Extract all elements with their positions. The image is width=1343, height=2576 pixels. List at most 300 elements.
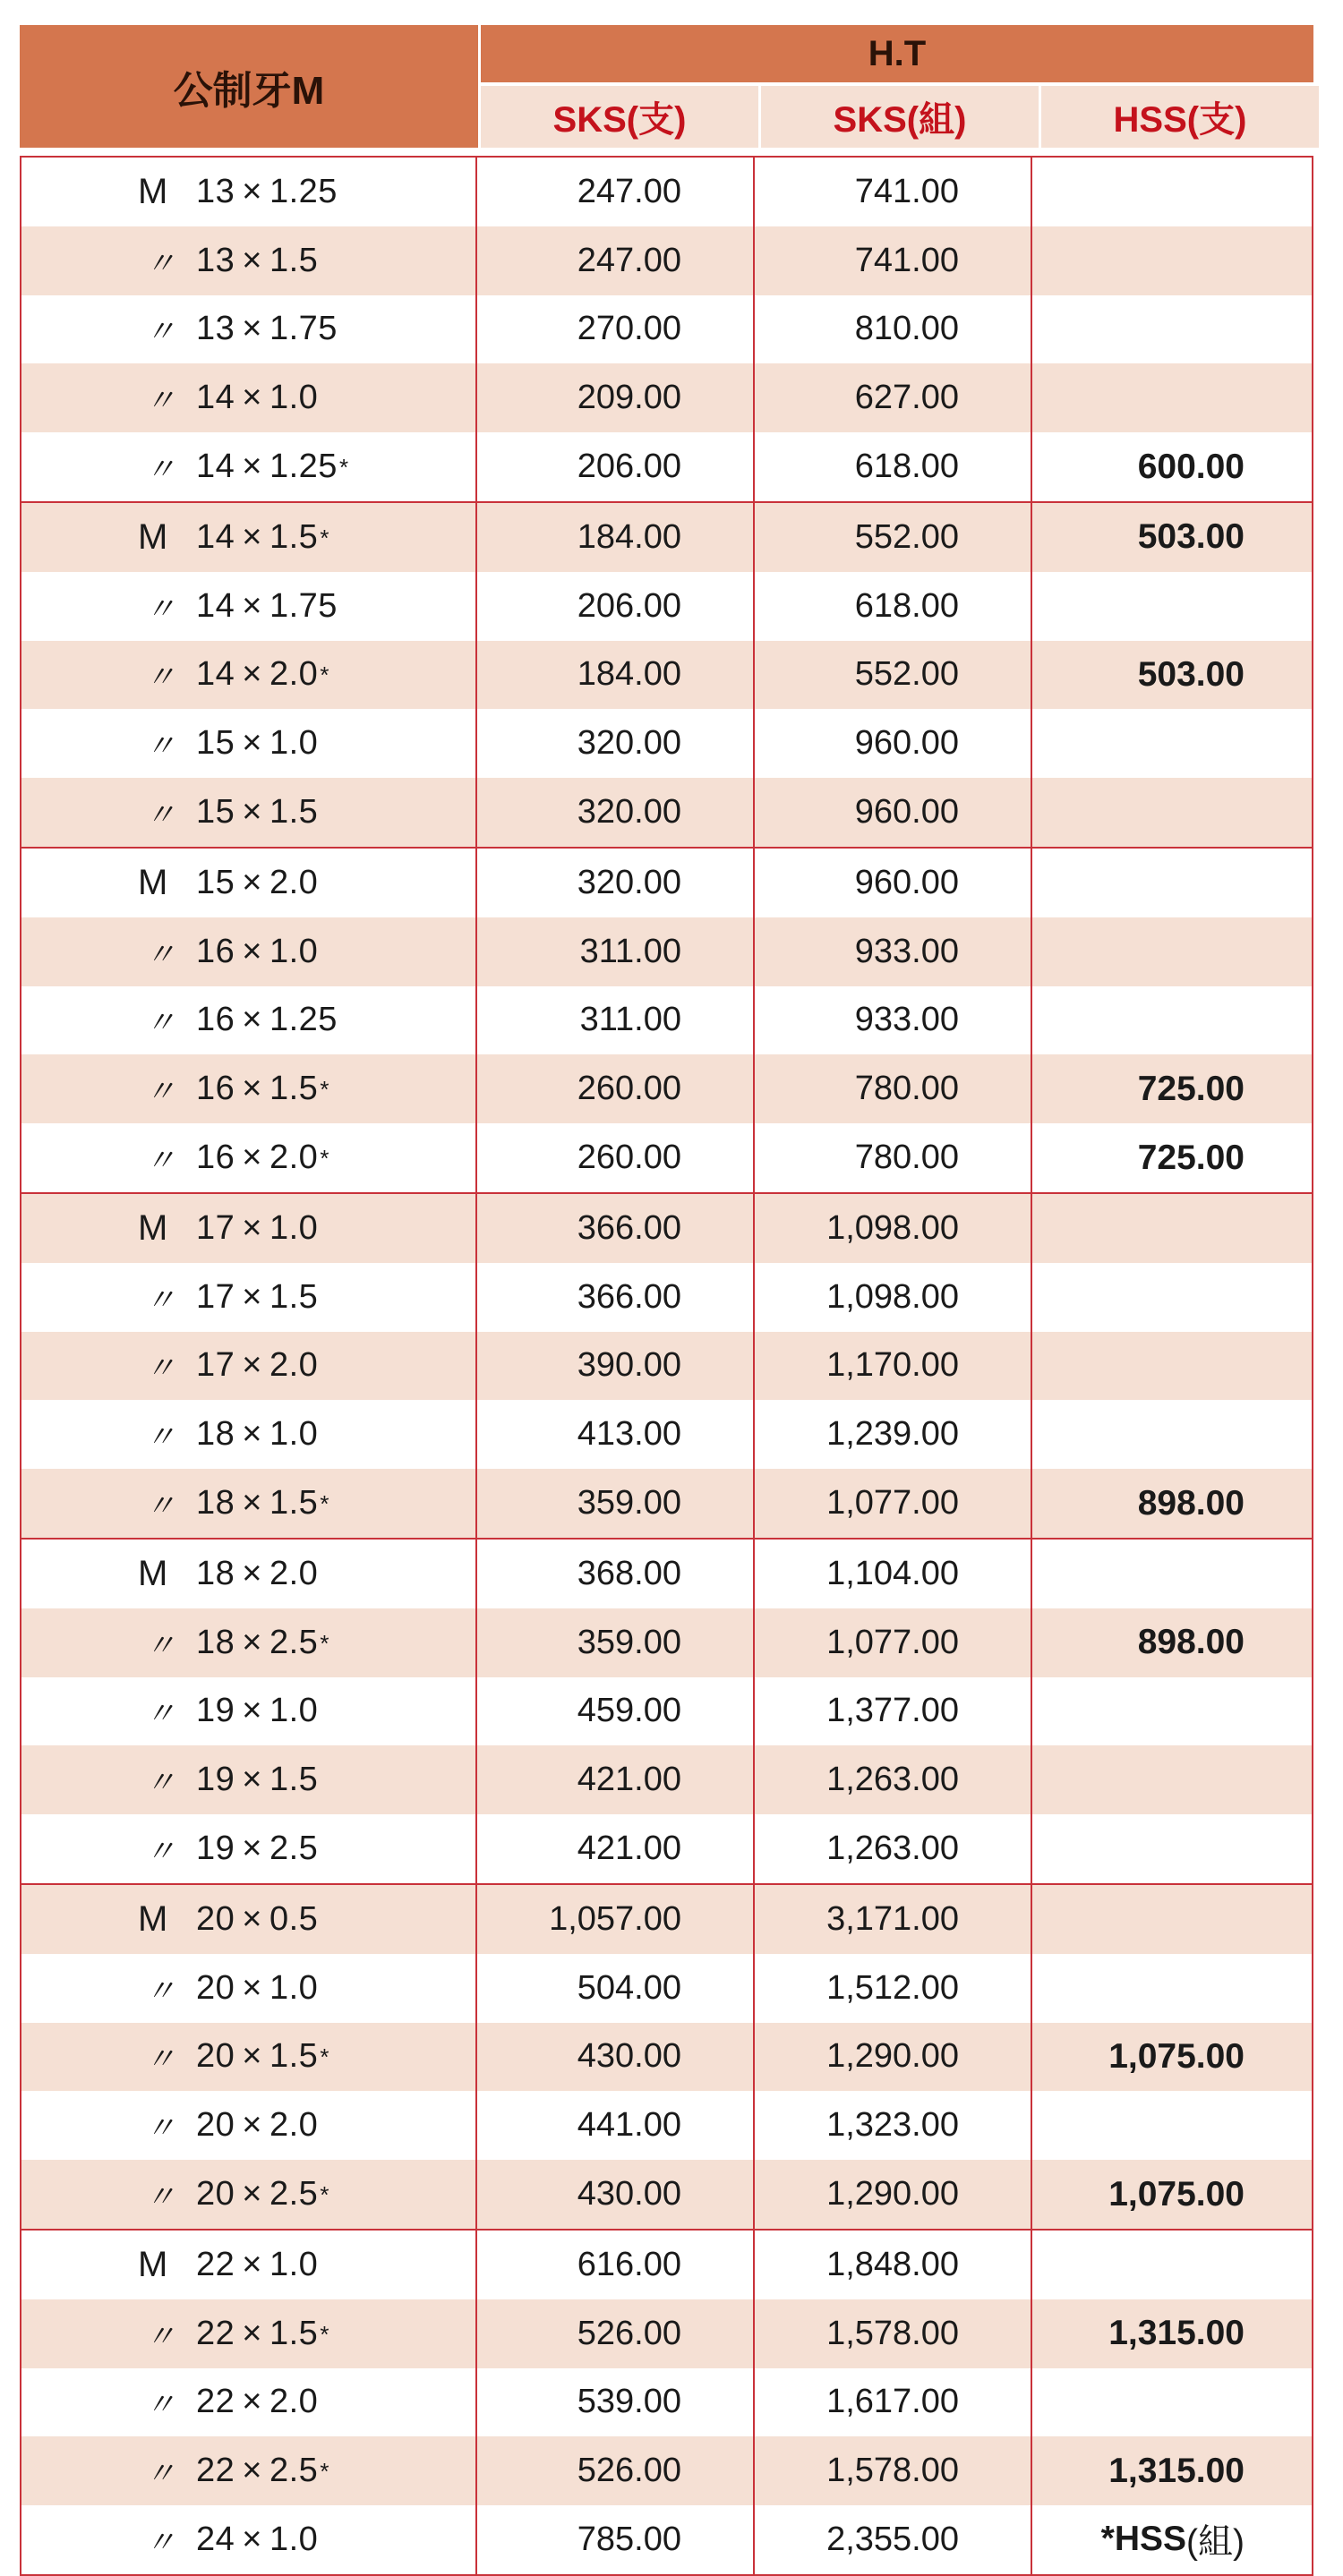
sks-set-price: 1,104.00 bbox=[755, 1540, 1032, 1608]
thread-pitch: 2.0 bbox=[269, 2383, 319, 2421]
sks-piece-price: 247.00 bbox=[477, 158, 755, 226]
thread-diameter: 20 bbox=[196, 2106, 235, 2145]
hss-piece-price bbox=[1032, 158, 1312, 226]
sks-set-price: 810.00 bbox=[755, 295, 1032, 364]
table-row bbox=[21, 849, 1312, 917]
sks-set-price: 960.00 bbox=[755, 849, 1032, 917]
thread-size bbox=[196, 793, 320, 832]
thread-size bbox=[196, 518, 329, 557]
thread-size bbox=[196, 1484, 329, 1523]
thread-spec-cell bbox=[21, 2299, 477, 2368]
thread-pitch: 1.0 bbox=[269, 724, 319, 763]
column-group-ht: H.T bbox=[481, 25, 1313, 82]
sks-set-price: 780.00 bbox=[755, 1054, 1032, 1123]
thread-diameter: 19 bbox=[196, 1692, 235, 1730]
sks-set-price: 933.00 bbox=[755, 917, 1032, 986]
table-row bbox=[21, 158, 1312, 226]
thread-size bbox=[196, 1209, 320, 1248]
sks-set-price: 1,239.00 bbox=[755, 1400, 1032, 1469]
column-sks-set: SKS(組) bbox=[758, 86, 1039, 148]
thread-spec-cell bbox=[21, 1608, 477, 1677]
thread-pitch: 1.5 bbox=[269, 517, 319, 556]
hss-piece-price bbox=[1032, 1332, 1312, 1401]
row-group bbox=[20, 2229, 1313, 2576]
thread-size bbox=[196, 1070, 329, 1108]
times-sign: × bbox=[242, 932, 262, 970]
hss-piece-price bbox=[1032, 572, 1312, 641]
times-sign: × bbox=[242, 1070, 262, 1108]
thread-size bbox=[196, 173, 339, 211]
thread-spec-cell bbox=[21, 641, 477, 710]
row-group bbox=[20, 501, 1313, 847]
row-group bbox=[20, 156, 1313, 501]
thread-spec-cell bbox=[21, 2368, 477, 2437]
sks-set-price: 741.00 bbox=[755, 226, 1032, 295]
times-sign: × bbox=[242, 241, 262, 279]
hss-available-mark: * bbox=[320, 1076, 329, 1104]
table-row bbox=[21, 2160, 1312, 2229]
thread-diameter: 14 bbox=[196, 448, 235, 486]
thread-pitch: 1.25 bbox=[269, 448, 338, 486]
thread-prefix: 〃 bbox=[145, 1766, 175, 1801]
table-row bbox=[21, 432, 1312, 501]
hss-piece-price: 1,075.00 bbox=[1108, 2036, 1245, 2076]
thread-spec-cell bbox=[21, 1400, 477, 1469]
thread-prefix: 〃 bbox=[145, 661, 175, 695]
thread-prefix: 〃 bbox=[145, 729, 175, 764]
thread-pitch: 1.5 bbox=[269, 241, 319, 279]
thread-spec-cell bbox=[21, 1469, 477, 1538]
hss-piece-price: 725.00 bbox=[1137, 1069, 1245, 1108]
sks-set-price: 1,263.00 bbox=[755, 1814, 1032, 1883]
thread-pitch: 1.0 bbox=[269, 379, 319, 417]
times-sign: × bbox=[242, 2037, 262, 2076]
thread-spec-cell bbox=[21, 295, 477, 364]
sks-set-price: 552.00 bbox=[755, 503, 1032, 572]
hss-piece-price: 503.00 bbox=[1137, 654, 1245, 694]
sks-set-price: 960.00 bbox=[755, 778, 1032, 847]
thread-diameter: 22 bbox=[196, 2245, 235, 2283]
thread-spec-cell bbox=[21, 2505, 477, 2574]
sks-piece-price: 260.00 bbox=[477, 1123, 755, 1192]
times-sign: × bbox=[242, 2314, 262, 2352]
thread-prefix: 〃 bbox=[145, 1628, 175, 1663]
thread-prefix: 〃 bbox=[145, 1144, 175, 1179]
times-sign: × bbox=[242, 1346, 262, 1385]
table-row bbox=[21, 2299, 1312, 2368]
thread-size bbox=[196, 2037, 329, 2076]
hss-piece-price: 898.00 bbox=[1137, 1623, 1245, 1662]
thread-pitch: 1.0 bbox=[269, 1968, 319, 2007]
hss-available-mark: * bbox=[320, 2458, 329, 2486]
thread-size bbox=[196, 1278, 320, 1317]
thread-diameter: 20 bbox=[196, 2175, 235, 2213]
sks-piece-price: 430.00 bbox=[477, 2023, 755, 2092]
times-sign: × bbox=[242, 2520, 262, 2558]
thread-size bbox=[196, 1761, 320, 1799]
sks-piece-price: 311.00 bbox=[477, 986, 755, 1055]
thread-pitch: 2.0 bbox=[269, 1554, 319, 1592]
sks-piece-price: 539.00 bbox=[477, 2368, 755, 2437]
hss-piece-price bbox=[1032, 1885, 1312, 1954]
times-sign: × bbox=[242, 1001, 262, 1039]
thread-prefix: 〃 bbox=[145, 2525, 175, 2560]
sks-set-price: 1,170.00 bbox=[755, 1332, 1032, 1401]
hss-piece-price bbox=[1032, 1677, 1312, 1746]
table-row bbox=[21, 363, 1312, 432]
hss-available-mark: * bbox=[338, 454, 349, 482]
thread-diameter: 22 bbox=[196, 2452, 235, 2490]
thread-pitch: 1.5 bbox=[269, 1070, 319, 1108]
sks-piece-price: 206.00 bbox=[477, 432, 755, 501]
hss-piece-price bbox=[1032, 1954, 1312, 2023]
sks-set-price: 618.00 bbox=[755, 432, 1032, 501]
table-row bbox=[21, 709, 1312, 778]
table-row bbox=[21, 986, 1312, 1055]
thread-prefix: 〃 bbox=[145, 453, 175, 488]
hss-available-mark: * bbox=[320, 1490, 329, 1518]
sks-piece-price: 421.00 bbox=[477, 1814, 755, 1883]
thread-diameter: 16 bbox=[196, 1070, 235, 1108]
sks-set-price: 3,171.00 bbox=[755, 1885, 1032, 1954]
thread-prefix: 〃 bbox=[145, 1489, 175, 1524]
sks-piece-price: 1,057.00 bbox=[477, 1885, 755, 1954]
hss-note-unit: (組) bbox=[1186, 2523, 1245, 2563]
thread-pitch: 1.5 bbox=[269, 1277, 319, 1316]
thread-pitch: 2.5 bbox=[269, 1623, 319, 1661]
thread-pitch: 1.25 bbox=[269, 172, 338, 210]
thread-prefix: 〃 bbox=[145, 2457, 175, 2492]
thread-size bbox=[196, 1900, 320, 1939]
table-row bbox=[21, 1814, 1312, 1883]
hss-piece-price bbox=[1032, 1400, 1312, 1469]
times-sign: × bbox=[242, 1484, 262, 1523]
thread-prefix: 〃 bbox=[145, 384, 175, 419]
thread-size bbox=[196, 2246, 320, 2284]
thread-pitch: 1.0 bbox=[269, 1415, 319, 1454]
hss-available-mark: * bbox=[320, 524, 329, 551]
table-row bbox=[21, 572, 1312, 641]
table-row bbox=[21, 2231, 1312, 2299]
table-row bbox=[21, 2023, 1312, 2092]
thread-diameter: 18 bbox=[196, 1415, 235, 1454]
sks-set-price: 933.00 bbox=[755, 986, 1032, 1055]
thread-prefix: 〃 bbox=[145, 2388, 175, 2423]
times-sign: × bbox=[242, 517, 262, 556]
table-row bbox=[21, 503, 1312, 572]
table-row bbox=[21, 917, 1312, 986]
table-row bbox=[21, 778, 1312, 847]
thread-prefix: 〃 bbox=[145, 937, 175, 972]
thread-size bbox=[196, 2106, 320, 2145]
thread-spec-cell bbox=[21, 2023, 477, 2092]
thread-size bbox=[196, 310, 339, 348]
thread-spec-cell bbox=[21, 432, 477, 501]
thread-prefix: 〃 bbox=[145, 246, 175, 281]
thread-size bbox=[196, 587, 339, 626]
sks-set-price: 618.00 bbox=[755, 572, 1032, 641]
thread-spec-cell bbox=[21, 226, 477, 295]
thread-size bbox=[196, 1692, 320, 1730]
thread-diameter: 18 bbox=[196, 1484, 235, 1523]
hss-available-mark: * bbox=[320, 2043, 329, 2071]
thread-size bbox=[196, 2175, 329, 2213]
thread-prefix: 〃 bbox=[145, 592, 175, 627]
thread-diameter: 22 bbox=[196, 2383, 235, 2421]
thread-prefix: M bbox=[138, 516, 168, 557]
sks-piece-price: 270.00 bbox=[477, 295, 755, 364]
sks-set-price: 1,263.00 bbox=[755, 1745, 1032, 1814]
thread-spec-cell bbox=[21, 1540, 477, 1608]
sks-piece-price: 390.00 bbox=[477, 1332, 755, 1401]
sks-set-price: 780.00 bbox=[755, 1123, 1032, 1192]
hss-piece-price bbox=[1032, 1814, 1312, 1883]
sks-piece-price: 459.00 bbox=[477, 1677, 755, 1746]
thread-size bbox=[196, 1139, 329, 1177]
thread-diameter: 20 bbox=[196, 1968, 235, 2007]
thread-spec-cell bbox=[21, 363, 477, 432]
table-row bbox=[21, 1400, 1312, 1469]
thread-spec-cell bbox=[21, 1123, 477, 1192]
thread-prefix: 〃 bbox=[145, 1835, 175, 1870]
row-group bbox=[20, 847, 1313, 1192]
sks-piece-price: 320.00 bbox=[477, 709, 755, 778]
thread-spec-cell bbox=[21, 2091, 477, 2160]
hss-piece-price bbox=[1032, 986, 1312, 1055]
table-header bbox=[20, 25, 1313, 148]
thread-diameter: 14 bbox=[196, 586, 235, 625]
times-sign: × bbox=[242, 1761, 262, 1799]
hss-piece-price: 725.00 bbox=[1137, 1138, 1245, 1177]
thread-prefix: 〃 bbox=[145, 1697, 175, 1732]
table-row bbox=[21, 1123, 1312, 1192]
times-sign: × bbox=[242, 1139, 262, 1177]
hss-piece-price bbox=[1032, 709, 1312, 778]
times-sign: × bbox=[242, 1415, 262, 1454]
sks-set-price: 552.00 bbox=[755, 641, 1032, 710]
hss-piece-price: 600.00 bbox=[1137, 447, 1245, 486]
thread-spec-cell bbox=[21, 1814, 477, 1883]
thread-diameter: 17 bbox=[196, 1346, 235, 1385]
thread-pitch: 2.0 bbox=[269, 2106, 319, 2145]
thread-size bbox=[196, 1830, 320, 1868]
hss-available-mark: * bbox=[320, 1145, 329, 1173]
times-sign: × bbox=[242, 863, 262, 901]
thread-pitch: 1.0 bbox=[269, 2245, 319, 2283]
thread-size bbox=[196, 864, 320, 902]
thread-spec-cell bbox=[21, 778, 477, 847]
thread-spec-cell bbox=[21, 1677, 477, 1746]
thread-diameter: 16 bbox=[196, 1001, 235, 1039]
sks-set-price: 1,578.00 bbox=[755, 2436, 1032, 2505]
thread-pitch: 2.5 bbox=[269, 2452, 319, 2490]
thread-spec-cell bbox=[21, 503, 477, 572]
thread-diameter: 20 bbox=[196, 1899, 235, 1938]
sks-piece-price: 526.00 bbox=[477, 2436, 755, 2505]
thread-diameter: 13 bbox=[196, 172, 235, 210]
sks-piece-price: 616.00 bbox=[477, 2231, 755, 2299]
thread-prefix: M bbox=[138, 1207, 168, 1248]
hss-piece-price bbox=[1032, 917, 1312, 986]
thread-diameter: 16 bbox=[196, 1139, 235, 1177]
thread-size bbox=[196, 2521, 320, 2559]
thread-spec-cell bbox=[21, 1263, 477, 1332]
sks-piece-price: 359.00 bbox=[477, 1469, 755, 1538]
sks-set-price: 1,290.00 bbox=[755, 2023, 1032, 2092]
times-sign: × bbox=[242, 655, 262, 694]
thread-prefix: 〃 bbox=[145, 315, 175, 350]
hss-piece-price: 1,315.00 bbox=[1108, 2314, 1245, 2353]
sks-set-price: 1,848.00 bbox=[755, 2231, 1032, 2299]
thread-pitch: 1.75 bbox=[269, 310, 338, 348]
thread-size bbox=[196, 1624, 329, 1662]
thread-pitch: 2.0 bbox=[269, 863, 319, 901]
table-row bbox=[21, 2505, 1312, 2574]
thread-prefix: 〃 bbox=[145, 2111, 175, 2146]
thread-pitch: 1.5 bbox=[269, 1761, 319, 1799]
times-sign: × bbox=[242, 1554, 262, 1592]
column-title-metric-thread: 公制牙M bbox=[20, 25, 478, 148]
sks-set-price: 1,098.00 bbox=[755, 1194, 1032, 1263]
table-row bbox=[21, 1954, 1312, 2023]
sks-piece-price: 311.00 bbox=[477, 917, 755, 986]
sks-piece-price: 260.00 bbox=[477, 1054, 755, 1123]
sks-piece-price: 785.00 bbox=[477, 2505, 755, 2574]
hss-piece-price bbox=[1032, 2231, 1312, 2299]
thread-pitch: 0.5 bbox=[269, 1899, 319, 1938]
thread-diameter: 13 bbox=[196, 241, 235, 279]
table-row bbox=[21, 2091, 1312, 2160]
table-row bbox=[21, 295, 1312, 364]
table-row bbox=[21, 2436, 1312, 2505]
sks-piece-price: 421.00 bbox=[477, 1745, 755, 1814]
hss-note-cell bbox=[1032, 2505, 1312, 2574]
sks-piece-price: 368.00 bbox=[477, 1540, 755, 1608]
sks-set-price: 1,377.00 bbox=[755, 1677, 1032, 1746]
thread-size bbox=[196, 655, 329, 694]
times-sign: × bbox=[242, 586, 262, 625]
hss-available-mark: * bbox=[320, 2181, 329, 2208]
thread-size bbox=[196, 1969, 320, 2008]
sks-piece-price: 247.00 bbox=[477, 226, 755, 295]
thread-pitch: 1.75 bbox=[269, 586, 338, 625]
times-sign: × bbox=[242, 310, 262, 348]
thread-spec-cell bbox=[21, 2231, 477, 2299]
table-row bbox=[21, 1263, 1312, 1332]
thread-diameter: 15 bbox=[196, 863, 235, 901]
table-body bbox=[20, 156, 1313, 2576]
times-sign: × bbox=[242, 1277, 262, 1316]
hss-piece-price bbox=[1032, 226, 1312, 295]
thread-prefix: M bbox=[138, 2244, 168, 2284]
thread-prefix: 〃 bbox=[145, 1006, 175, 1041]
hss-piece-price bbox=[1032, 1194, 1312, 1263]
thread-spec-cell bbox=[21, 986, 477, 1055]
thread-pitch: 1.0 bbox=[269, 2520, 319, 2558]
sks-set-price: 1,578.00 bbox=[755, 2299, 1032, 2368]
thread-spec-cell bbox=[21, 849, 477, 917]
sks-set-price: 2,355.00 bbox=[755, 2505, 1032, 2574]
thread-pitch: 1.0 bbox=[269, 932, 319, 970]
sks-piece-price: 320.00 bbox=[477, 778, 755, 847]
sks-set-price: 627.00 bbox=[755, 363, 1032, 432]
thread-pitch: 1.5 bbox=[269, 793, 319, 832]
sks-set-price: 1,290.00 bbox=[755, 2160, 1032, 2229]
thread-size bbox=[196, 1555, 320, 1593]
hss-piece-price: 898.00 bbox=[1137, 1483, 1245, 1523]
hss-available-mark: * bbox=[320, 2320, 329, 2348]
table-row bbox=[21, 1054, 1312, 1123]
sks-piece-price: 184.00 bbox=[477, 503, 755, 572]
times-sign: × bbox=[242, 448, 262, 486]
sks-set-price: 1,617.00 bbox=[755, 2368, 1032, 2437]
sks-piece-price: 441.00 bbox=[477, 2091, 755, 2160]
times-sign: × bbox=[242, 1692, 262, 1730]
column-sks-piece: SKS(支) bbox=[481, 86, 758, 148]
row-group bbox=[20, 1538, 1313, 1883]
thread-diameter: 19 bbox=[196, 1761, 235, 1799]
thread-size bbox=[196, 1346, 320, 1385]
thread-diameter: 15 bbox=[196, 793, 235, 832]
thread-pitch: 2.0 bbox=[269, 1346, 319, 1385]
thread-spec-cell bbox=[21, 2160, 477, 2229]
thread-prefix: M bbox=[138, 171, 168, 211]
table-row bbox=[21, 1194, 1312, 1263]
thread-size bbox=[196, 2452, 329, 2490]
times-sign: × bbox=[242, 1208, 262, 1247]
hss-piece-price bbox=[1032, 295, 1312, 364]
thread-spec-cell bbox=[21, 1194, 477, 1263]
sks-piece-price: 184.00 bbox=[477, 641, 755, 710]
times-sign: × bbox=[242, 172, 262, 210]
table-row bbox=[21, 226, 1312, 295]
thread-spec-cell bbox=[21, 917, 477, 986]
thread-spec-cell bbox=[21, 1885, 477, 1954]
thread-size bbox=[196, 379, 320, 417]
thread-diameter: 13 bbox=[196, 310, 235, 348]
thread-prefix: 〃 bbox=[145, 1420, 175, 1455]
hss-available-mark: * bbox=[320, 1629, 329, 1657]
thread-spec-cell bbox=[21, 2436, 477, 2505]
table-row bbox=[21, 1677, 1312, 1746]
hss-piece-price bbox=[1032, 2368, 1312, 2437]
column-hss-piece: HSS(支) bbox=[1039, 86, 1319, 148]
thread-diameter: 18 bbox=[196, 1554, 235, 1592]
hss-piece-price: 503.00 bbox=[1137, 517, 1245, 557]
thread-spec-cell bbox=[21, 1054, 477, 1123]
thread-prefix: 〃 bbox=[145, 2043, 175, 2077]
thread-pitch: 2.5 bbox=[269, 2175, 319, 2213]
thread-size bbox=[196, 448, 349, 486]
sks-set-price: 1,323.00 bbox=[755, 2091, 1032, 2160]
thread-prefix: 〃 bbox=[145, 1974, 175, 2009]
sks-piece-price: 430.00 bbox=[477, 2160, 755, 2229]
thread-pitch: 2.5 bbox=[269, 1830, 319, 1868]
times-sign: × bbox=[242, 2106, 262, 2145]
thread-size bbox=[196, 1415, 320, 1454]
hss-note-label: *HSS bbox=[1100, 2520, 1187, 2559]
thread-spec-cell bbox=[21, 1954, 477, 2023]
thread-prefix: 〃 bbox=[145, 798, 175, 833]
times-sign: × bbox=[242, 2245, 262, 2283]
sks-piece-price: 413.00 bbox=[477, 1400, 755, 1469]
thread-spec-cell bbox=[21, 709, 477, 778]
times-sign: × bbox=[242, 1899, 262, 1938]
times-sign: × bbox=[242, 2383, 262, 2421]
sks-set-price: 1,077.00 bbox=[755, 1469, 1032, 1538]
times-sign: × bbox=[242, 379, 262, 417]
hss-piece-price bbox=[1032, 849, 1312, 917]
